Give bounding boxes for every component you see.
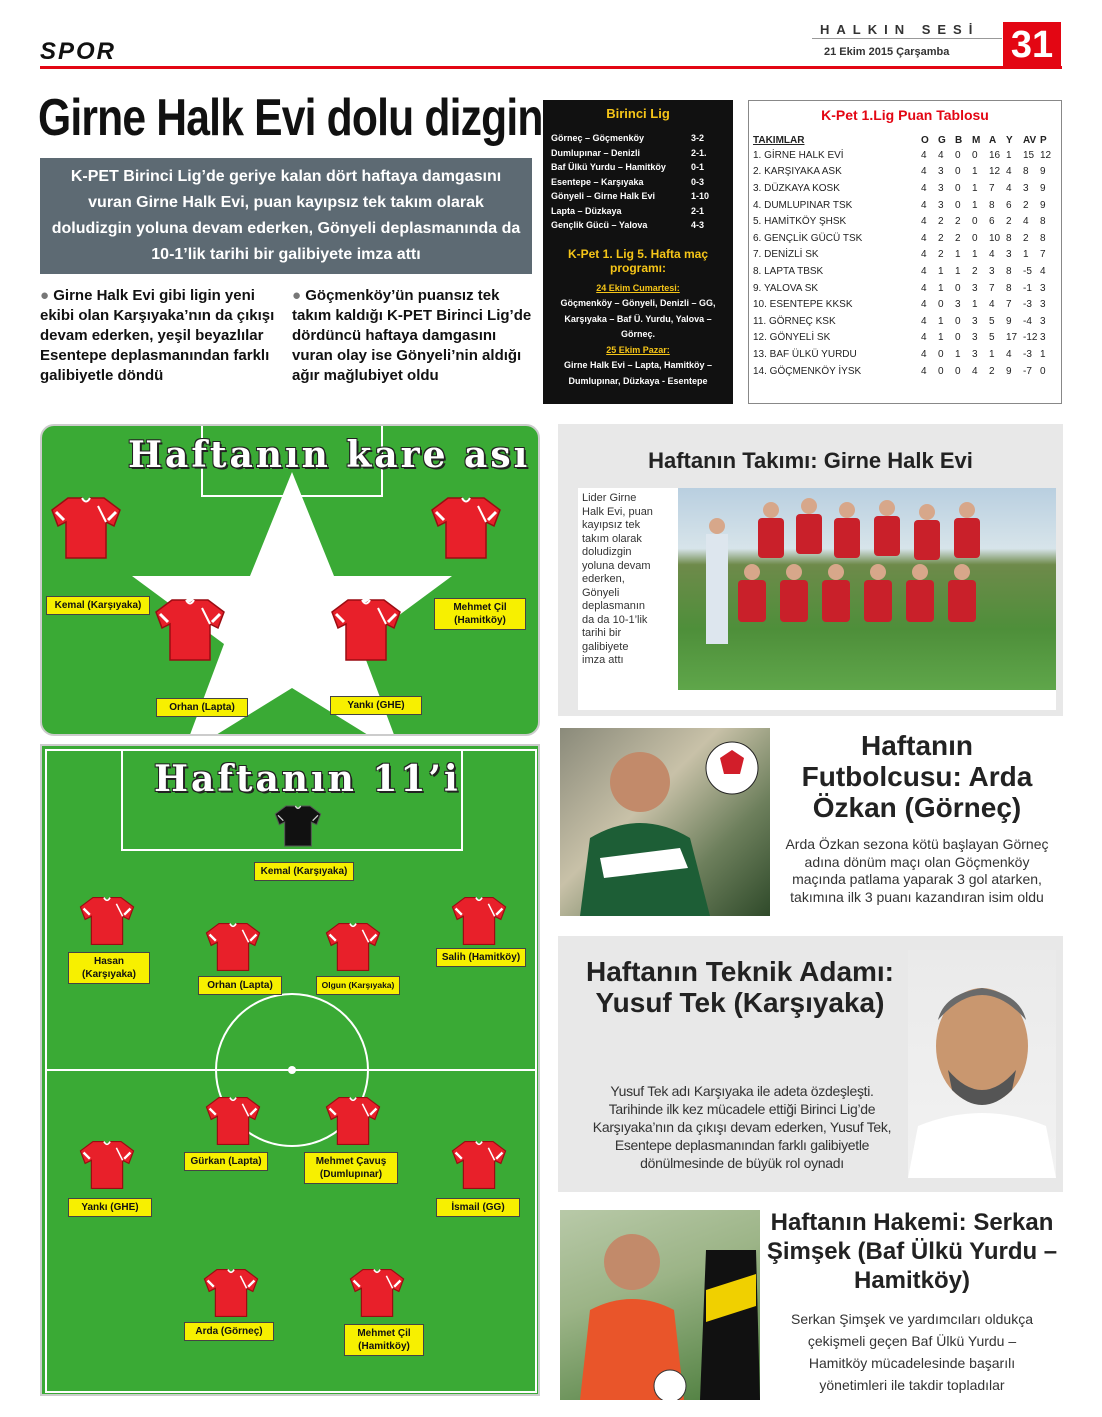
stat-cell: -3: [1023, 348, 1032, 360]
referee-box-title: Haftanın Hakemi: Serkan Şimşek (Baf Ülkü Yurdu – Hamitköy): [766, 1209, 1058, 1294]
result-match: Dumlupınar – Denizli: [551, 147, 641, 158]
result-match: Görneç – Göçmenköy: [551, 133, 645, 143]
player-of-week-box: [558, 728, 1063, 924]
stat-cell: 2: [972, 265, 978, 277]
stat-cell: 0: [938, 299, 944, 311]
article-bullet-2: [292, 286, 532, 386]
stat-cell: 1: [972, 299, 978, 311]
referee-box: [558, 1204, 1063, 1400]
team-name: 7. DENİZLİ SK: [753, 249, 819, 261]
results-box: [543, 100, 733, 404]
shirt-arda: [202, 1268, 260, 1318]
result-match: Gönyeli – Girne Halk Evi: [551, 191, 656, 201]
stat-cell: 4: [938, 149, 944, 161]
label-kemal: Kemal (Karşıyaka): [46, 596, 150, 615]
team-name: 11. GÖRNEÇ KSK: [753, 315, 836, 327]
shirt-salih: [450, 896, 508, 946]
stat-cell: 3: [1023, 182, 1029, 194]
standings-row: [753, 247, 1057, 264]
stat-cell: 12: [989, 166, 1001, 178]
stat-cell: 1: [989, 348, 995, 360]
standings-row: [753, 197, 1057, 214]
stat-cell: 2: [938, 249, 944, 261]
result-match: Lapta – Düzkaya: [551, 205, 622, 216]
stat-cell: 1: [955, 265, 961, 277]
label-hasan: Hasan (Karşıyaka): [68, 952, 150, 984]
stat-cell: 3: [1006, 249, 1012, 261]
standings-row: [753, 180, 1057, 197]
stat-cell: 4: [972, 365, 978, 377]
result-row: [551, 175, 725, 190]
stat-cell: 1: [972, 199, 978, 211]
result-match: Esentepe – Karşıyaka: [551, 176, 644, 187]
stat-cell: 3: [1040, 315, 1046, 327]
stat-cell: 3: [955, 299, 961, 311]
program: [551, 281, 725, 390]
label-gurkan: Gürkan (Lapta): [184, 1152, 268, 1171]
stat-cell: 3: [1040, 299, 1046, 311]
standings-header-cell: A: [989, 134, 997, 146]
stat-cell: 9: [1040, 182, 1046, 194]
stat-cell: 4: [1006, 348, 1012, 360]
kare-asi-pitch: [40, 424, 540, 736]
stat-cell: 4: [921, 182, 927, 194]
stat-cell: 2: [955, 216, 961, 228]
team-of-week-box: [558, 424, 1063, 716]
article-headline: Girne Halk Evi dolu dizgin: [38, 89, 543, 147]
coach-box-title: Haftanın Teknik Adamı: Yusuf Tek (Karşıyaka): [585, 956, 895, 1018]
stat-cell: 4: [1006, 166, 1012, 178]
stat-cell: 4: [921, 199, 927, 211]
bullet-text: Girne Halk Evi gibi ligin yeni ekibi olan Karşıyaka’nın da çıkışı devam ederken, yeşil beyazlılar Esentepe deplasmanından farklı galibiyetle döndü: [40, 287, 275, 384]
stat-cell: 1: [972, 166, 978, 178]
referee-box-body: Serkan Şimşek ve yardımcıları oldukça çekişmeli geçen Baf Ülkü Yurdu – Hamitköy mücadelesinde başarılı yönetimleri ile takdir topladılar: [791, 1311, 1033, 1393]
article-lead: K-PET Birinci Lig’de geriye kalan dört haftaya damgasını vuran Girne Halk Evi, puan kayıpsız tek takım olarak doludizgin yoluna devam ederken, Gönyeli deplasmanında da 10-1’lik tarihi bir galibiyete imza attı: [40, 158, 532, 274]
stat-cell: 0: [955, 199, 961, 211]
results-title: Birinci Lig: [606, 106, 670, 121]
standings-header-cell: M: [972, 134, 981, 146]
stat-cell: 4: [921, 332, 927, 344]
team-name: 14. GÖÇMENKÖY İYSK: [753, 365, 862, 377]
stat-cell: 15: [1023, 149, 1035, 161]
team-name: 12. GÖNYELİ SK: [753, 332, 831, 344]
team-name: 2. KARŞIYAKA ASK: [753, 166, 842, 178]
stat-cell: 1: [955, 348, 961, 360]
stat-cell: 7: [989, 182, 995, 194]
stat-cell: 0: [938, 365, 944, 377]
stat-cell: 3: [938, 166, 944, 178]
stat-cell: 17: [1006, 332, 1018, 344]
player-box-title: Haftanın Futbolcusu: Arda Özkan (Görneç): [801, 730, 1033, 823]
publication-name: HALKIN SESİ: [820, 22, 980, 37]
kare-asi-title: Haftanın kare ası: [128, 434, 531, 476]
stat-cell: 0: [955, 282, 961, 294]
stat-cell: 8: [1006, 282, 1012, 294]
program-title: K-Pet 1. Lig 5. Hafta maç programı:: [567, 246, 709, 275]
team-name: 5. HAMİTKÖY ŞHSK: [753, 216, 847, 228]
player-photo: [560, 728, 770, 916]
team-photo: [678, 488, 1056, 690]
label-ismail: İsmail (GG): [436, 1198, 520, 1217]
stat-cell: 0: [972, 216, 978, 228]
label-mehmet-cavus: Mehmet Çavuş (Dumlupınar): [304, 1152, 398, 1184]
stat-cell: 1: [938, 332, 944, 344]
header-rule: [40, 66, 1062, 69]
player-box-body: Arda Özkan sezona kötü başlayan Görneç adına dönüm maçı olan Göçmenköy maçında patlama yaparak 3 gol atarken, takımına ilk 3 puanı kazandıran isim oldu: [785, 836, 1049, 905]
bullet-icon: ●: [40, 287, 50, 304]
team-name: 10. ESENTEPE KKSK: [753, 299, 853, 311]
stat-cell: 2: [955, 232, 961, 244]
label-goalkeeper: Kemal (Karşıyaka): [254, 862, 354, 881]
label-salih: Salih (Hamitköy): [436, 948, 526, 967]
stat-cell: 3: [1040, 282, 1046, 294]
stat-cell: 4: [921, 216, 927, 228]
stat-cell: 2: [1023, 199, 1029, 211]
stat-cell: 3: [972, 282, 978, 294]
standings-row: [753, 230, 1057, 247]
shirt-ismail: [450, 1140, 508, 1190]
stat-cell: 9: [1040, 199, 1046, 211]
result-score: 0-1: [691, 162, 705, 172]
stat-cell: 5: [989, 332, 995, 344]
result-match: Baf Ülkü Yurdu – Hamitköy: [551, 162, 666, 172]
stat-cell: 6: [989, 216, 995, 228]
shirt-kemal: [50, 496, 122, 560]
result-row: [551, 218, 725, 233]
stat-cell: 7: [989, 282, 995, 294]
coach-photo: [908, 950, 1056, 1178]
stat-cell: 2: [1023, 232, 1029, 244]
article-bullet-1: [40, 286, 280, 386]
result-score: 0-3: [691, 176, 705, 187]
issue-date: 21 Ekim 2015 Çarşamba: [824, 46, 950, 58]
standings-header-cell: O: [921, 134, 929, 146]
result-score: 2-1: [691, 205, 705, 216]
stat-cell: 1: [1006, 149, 1012, 161]
result-match: Gençlik Gücü – Yalova: [551, 220, 648, 230]
stat-cell: 1: [1023, 249, 1029, 261]
shirt-mehmet: [430, 496, 502, 560]
stat-cell: 4: [1006, 182, 1012, 194]
stat-cell: 0: [938, 348, 944, 360]
standings-header-cell: TAKIMLAR: [753, 134, 805, 146]
bullet-icon: ●: [292, 287, 302, 304]
shirt-mehmet-cavus: [324, 1096, 382, 1146]
stat-cell: 7: [1040, 249, 1046, 261]
result-row: [551, 189, 725, 204]
standings-row: [753, 164, 1057, 181]
stat-cell: 8: [1040, 216, 1046, 228]
result-score: 3-2: [691, 133, 705, 143]
shirt-hasan: [78, 896, 136, 946]
standings-row: [753, 313, 1057, 330]
result-row: [551, 131, 725, 146]
stat-cell: 0: [955, 332, 961, 344]
stat-cell: -3: [1023, 299, 1032, 311]
standings-header-cell: B: [955, 134, 963, 146]
standings-header-cell: G: [938, 134, 946, 146]
result-score: 4-3: [691, 220, 705, 230]
stat-cell: 4: [921, 232, 927, 244]
result-score: 1-10: [691, 191, 710, 201]
label-orhan: Orhan (Lapta): [156, 698, 248, 717]
program-day-2-matches: Girne Halk Evi – Lapta, Hamitköy – Dumlupınar, Düzkaya - Esentepe: [563, 360, 713, 386]
coach-box: [558, 936, 1063, 1192]
label-yanki-11: Yankı (GHE): [68, 1198, 152, 1217]
team-of-week-title: Haftanın 11’i: [154, 758, 461, 800]
program-day-1-matches: Göçmenköy – Gönyeli, Denizli – GG, Karşıyaka – Baf Ü. Yurdu, Yalova – Görneç.: [560, 298, 716, 339]
standings-row: [753, 147, 1057, 164]
standings-header-cell: Y: [1006, 134, 1013, 146]
result-row: [551, 204, 725, 219]
stat-cell: 0: [1040, 365, 1046, 377]
stat-cell: 8: [1040, 232, 1046, 244]
standings-row: [753, 280, 1057, 297]
team-name: 13. BAF ÜLKÜ YURDU: [753, 348, 857, 360]
stat-cell: 4: [989, 249, 995, 261]
stat-cell: 0: [955, 149, 961, 161]
stat-cell: 4: [921, 315, 927, 327]
stat-cell: 10: [989, 232, 1001, 244]
stat-cell: 3: [989, 265, 995, 277]
standings-row: [753, 330, 1057, 347]
stat-cell: 3: [972, 315, 978, 327]
stat-cell: 4: [989, 299, 995, 311]
stat-cell: 7: [1006, 299, 1012, 311]
team-box-title: Haftanın Takımı: Girne Halk Evi: [648, 448, 973, 473]
standings-title: K-Pet 1.Lig Puan Tablosu: [821, 107, 989, 123]
stat-cell: 0: [972, 232, 978, 244]
team-name: 8. LAPTA TBSK: [753, 265, 824, 277]
stat-cell: 1: [972, 182, 978, 194]
stat-cell: 4: [1040, 265, 1046, 277]
bullet-text: Göçmenköy’ün puansız tek takım kaldığı K-PET Birinci Lig’de dördüncü haftaya damgasını vuran olay ise Gönyeli’nin aldığı ağır mağlubiyet oldu: [292, 287, 532, 384]
shirt-yanki-11: [78, 1140, 136, 1190]
stat-cell: 2: [1006, 216, 1012, 228]
stat-cell: 3: [972, 348, 978, 360]
stat-cell: 1: [1040, 348, 1046, 360]
label-mehmet: Mehmet Çil (Hamitköy): [434, 598, 526, 630]
stat-cell: 12: [1040, 149, 1052, 161]
page-number: 31: [1003, 22, 1061, 68]
results-list: [551, 131, 725, 233]
standings-header-cell: AV: [1023, 134, 1037, 146]
standings-table: [753, 133, 1057, 379]
program-day-1: 24 Ekim Cumartesi:: [596, 282, 680, 293]
stat-cell: 6: [1006, 199, 1012, 211]
result-score: 2-1.: [691, 147, 707, 158]
stat-cell: 8: [989, 199, 995, 211]
team-of-week-pitch: [40, 744, 540, 1396]
shirt-olgun: [324, 922, 382, 972]
stat-cell: 4: [921, 365, 927, 377]
stat-cell: 0: [955, 315, 961, 327]
stat-cell: 4: [921, 249, 927, 261]
standings-row: [753, 346, 1057, 363]
shirt-goalkeeper: [274, 804, 322, 848]
stat-cell: -7: [1023, 365, 1032, 377]
stat-cell: 2: [938, 232, 944, 244]
team-name: 9. YALOVA SK: [753, 282, 819, 294]
stat-cell: 4: [921, 265, 927, 277]
stat-cell: 9: [1006, 315, 1012, 327]
stat-cell: -4: [1023, 315, 1032, 327]
team-name: 1. GİRNE HALK EVİ: [753, 149, 844, 161]
stat-cell: 3: [938, 182, 944, 194]
stat-cell: 3: [1040, 332, 1046, 344]
stat-cell: 4: [921, 348, 927, 360]
stat-cell: 2: [989, 365, 995, 377]
standings-row: [753, 213, 1057, 230]
stat-cell: 2: [938, 216, 944, 228]
stat-cell: 0: [972, 149, 978, 161]
team-name: 6. GENÇLİK GÜCÜ TSK: [753, 232, 863, 244]
standings-header-cell: P: [1040, 134, 1047, 146]
stat-cell: 1: [938, 265, 944, 277]
referee-photo: [560, 1210, 760, 1400]
stat-cell: 1: [938, 315, 944, 327]
team-name: 4. DUMLUPINAR TSK: [753, 199, 853, 211]
stat-cell: 0: [955, 182, 961, 194]
standings-row: [753, 296, 1057, 313]
label-yanki: Yankı (GHE): [330, 696, 422, 715]
stat-cell: 8: [1006, 265, 1012, 277]
label-arda: Arda (Görneç): [184, 1322, 274, 1341]
stat-cell: 9: [1006, 365, 1012, 377]
stat-cell: 16: [989, 149, 1001, 161]
team-box-caption: Lider Girne Halk Evi, puan kayıpsız tek takım olarak doludizgin yoluna devam ederken, Gönyeli deplasmanın da da 10-1’lik tarihi bir galibiyete imza attı: [582, 492, 653, 666]
stat-cell: 1: [955, 249, 961, 261]
shirt-yanki: [330, 598, 402, 662]
stat-cell: 4: [921, 282, 927, 294]
result-row: [551, 146, 725, 161]
stat-cell: 4: [921, 166, 927, 178]
stat-cell: 4: [1023, 216, 1029, 228]
stat-cell: -5: [1023, 265, 1032, 277]
shirt-mehmet-cil: [348, 1268, 406, 1318]
standings-row: [753, 363, 1057, 380]
stat-cell: 0: [955, 365, 961, 377]
standings-box: [748, 100, 1062, 404]
section-title: SPOR: [40, 38, 117, 65]
shirt-gurkan: [204, 1096, 262, 1146]
header-divider: [812, 38, 1002, 39]
team-name: 3. DÜZKAYA KOSK: [753, 182, 840, 194]
label-olgun: Olgun (Karşıyaka): [316, 976, 400, 995]
result-row: [551, 160, 725, 175]
stat-cell: 9: [1040, 166, 1046, 178]
standings-header-row: [753, 133, 1057, 147]
stat-cell: 4: [921, 299, 927, 311]
stat-cell: 0: [955, 166, 961, 178]
stat-cell: 3: [938, 199, 944, 211]
stat-cell: -1: [1023, 282, 1032, 294]
stat-cell: -12: [1023, 332, 1038, 344]
stat-cell: 8: [1006, 232, 1012, 244]
program-day-2: 25 Ekim Pazar:: [606, 344, 670, 355]
stat-cell: 1: [938, 282, 944, 294]
shirt-orhan: [154, 598, 226, 662]
label-mehmet-cil: Mehmet Çil (Hamitköy): [344, 1324, 424, 1356]
stat-cell: 5: [989, 315, 995, 327]
standings-row: [753, 263, 1057, 280]
label-orhan-11: Orhan (Lapta): [198, 976, 282, 995]
stat-cell: 4: [921, 149, 927, 161]
coach-box-body: Yusuf Tek adı Karşıyaka ile adeta özdeşleşti. Tarihinde ilk kez mücadele ettiği Birinci Lig’de Karşıyaka’nın da çıkışı devam ederken, Yusuf Tek, Esentepe deplasmanından farklı galibiyetle dönülmesinde de büyük rol oynadı: [592, 1083, 892, 1171]
shirt-orhan: [204, 922, 262, 972]
stat-cell: 3: [972, 332, 978, 344]
stat-cell: 8: [1023, 166, 1029, 178]
stat-cell: 1: [972, 249, 978, 261]
